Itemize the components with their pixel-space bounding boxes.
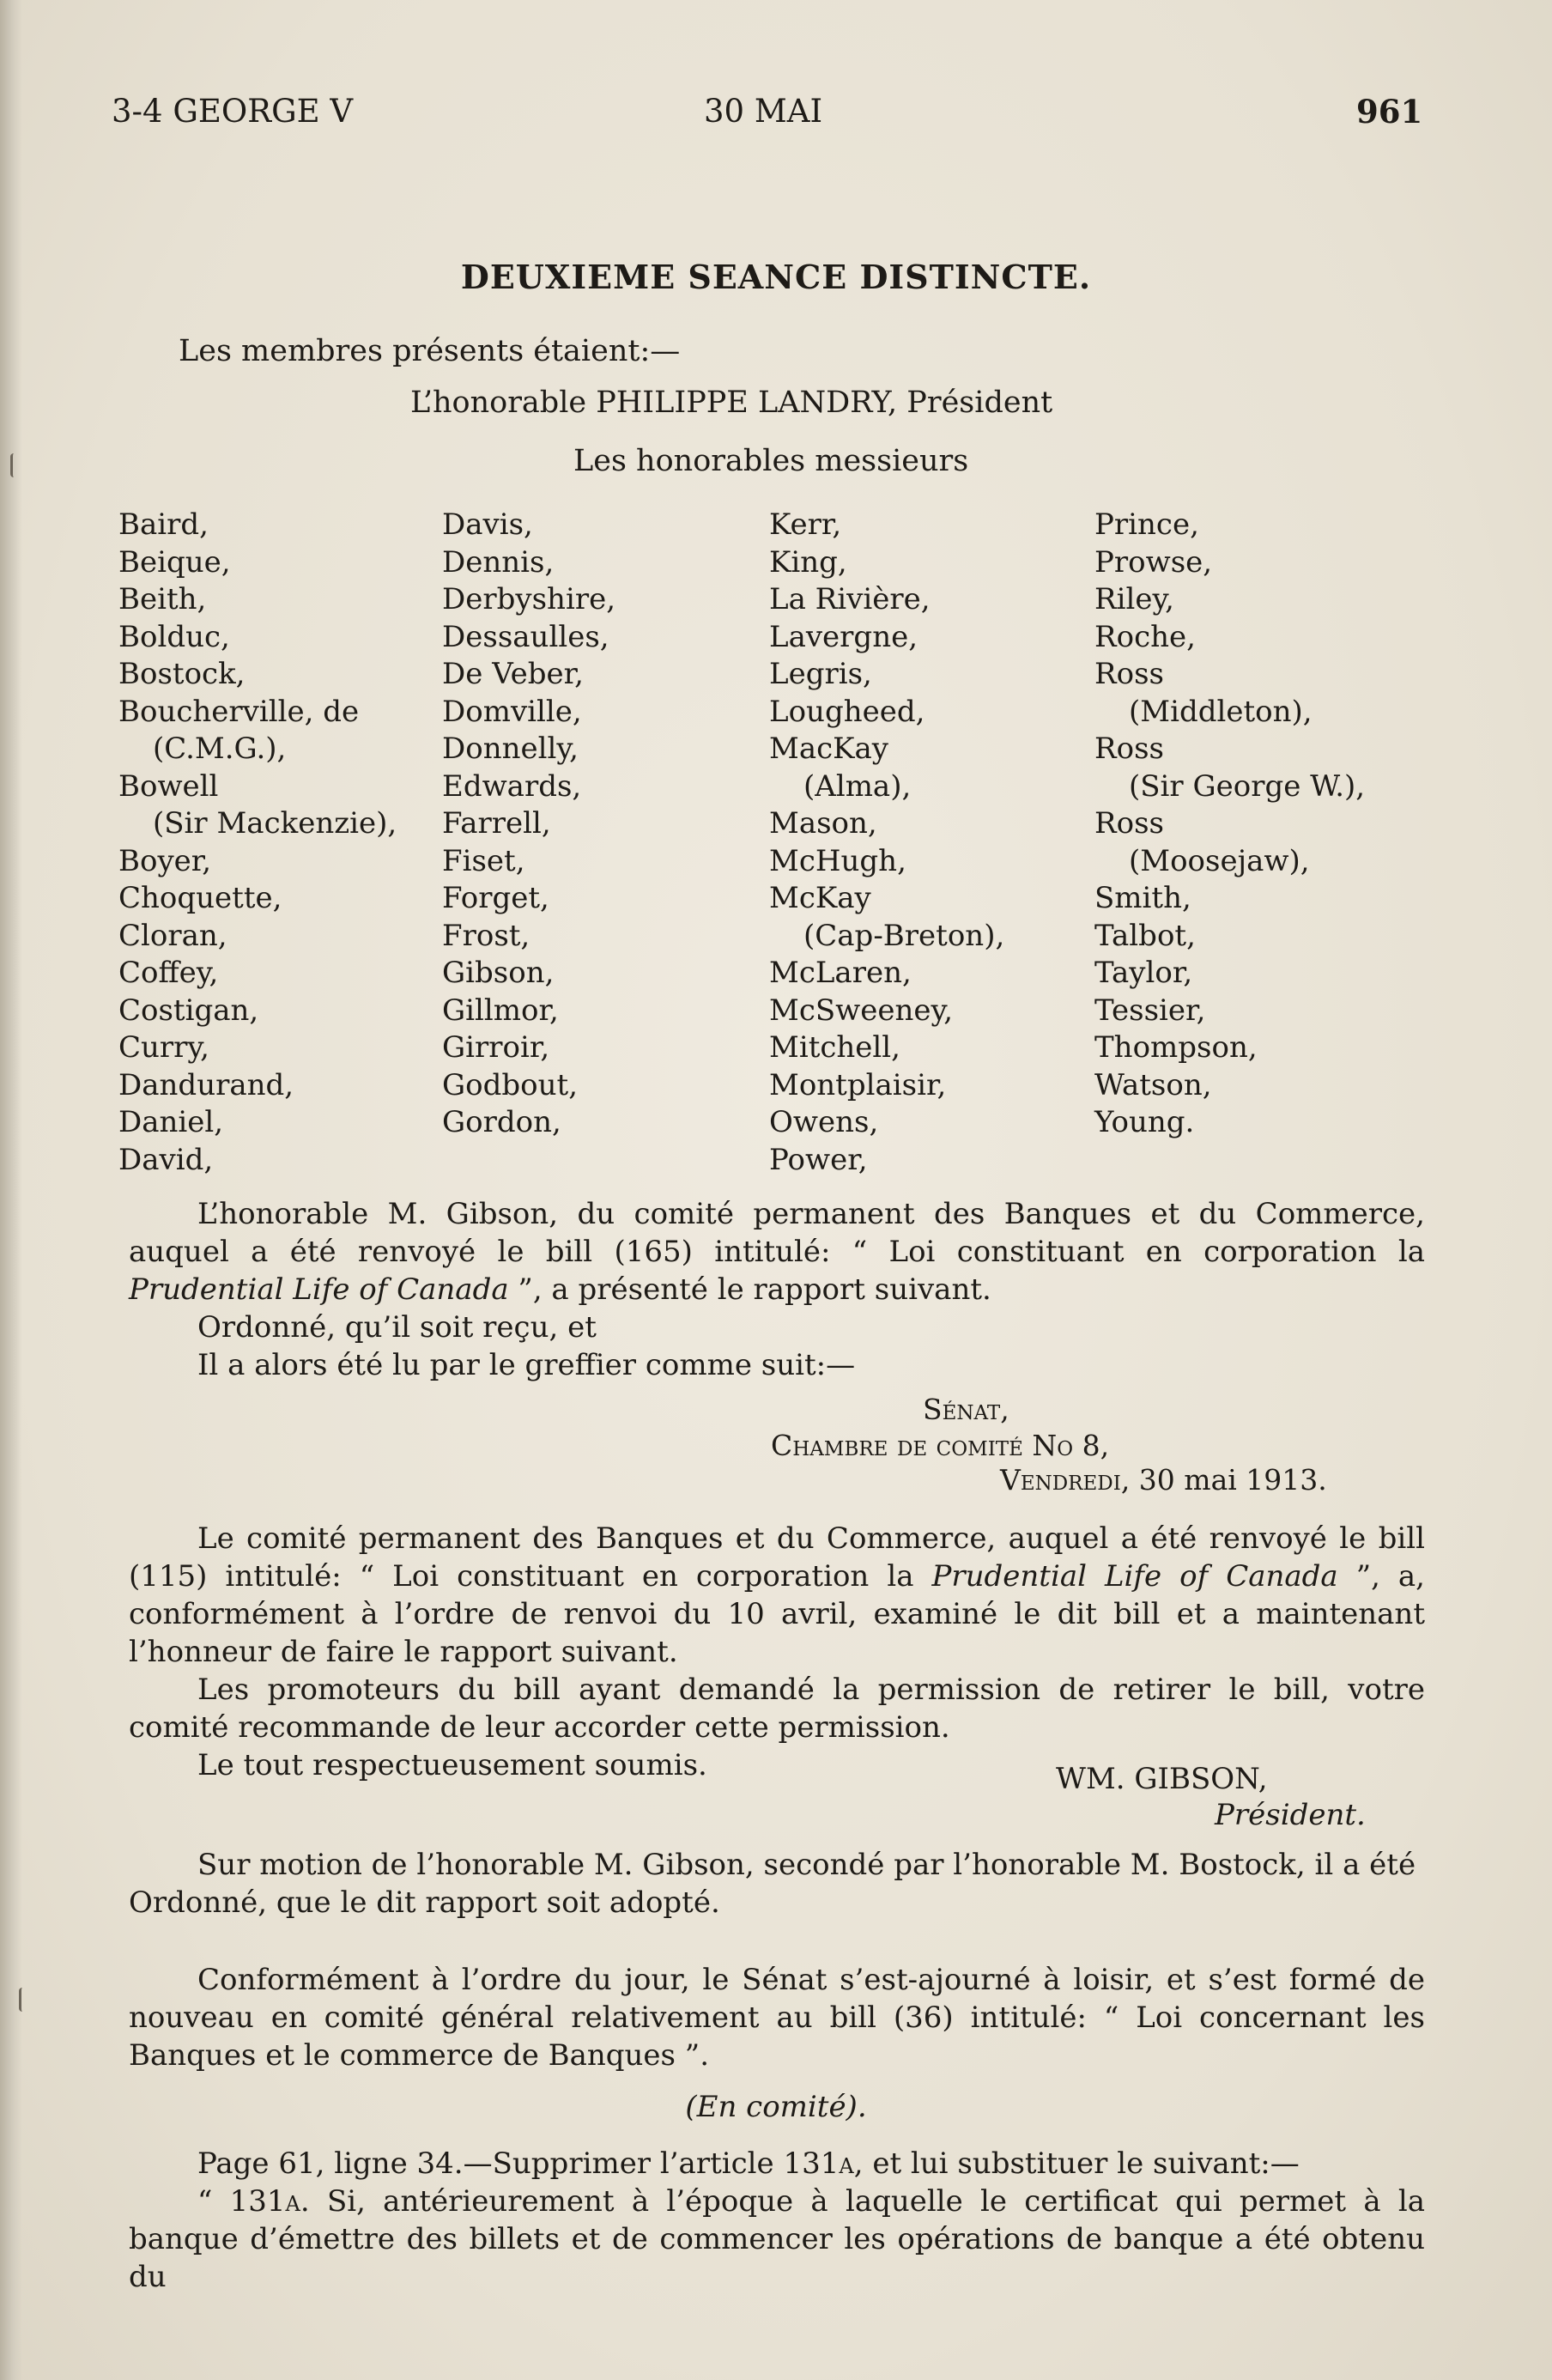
member-name: McLaren, — [769, 956, 912, 990]
member-name: Kerr, — [769, 507, 842, 542]
report-body-paragraph-2: Les promoteurs du bill ayant demandé la permission de retirer le bill, votre comité recommande de leur accorder cette permission. — [129, 1673, 1425, 1745]
member-name: Donnelly, — [442, 732, 579, 766]
report-body — [129, 1520, 1425, 1784]
page-binding-edge — [0, 0, 22, 2380]
member-name: McKay — [769, 881, 871, 915]
report-body-paragraph-3: Le tout respectueusement soumis. — [197, 1748, 707, 1782]
amendment-text: Page 61, ligne 34.—Supprimer l’article 131 — [197, 2146, 840, 2181]
margin-mark — [10, 453, 20, 477]
member-name: Coffey, — [118, 956, 219, 990]
member-name: McHugh, — [769, 843, 906, 878]
member-name: Dennis, — [442, 544, 555, 580]
margin-mark — [19, 1988, 28, 2012]
members-column-1 — [118, 507, 397, 1179]
member-name: McSweeney, — [769, 993, 954, 1028]
amendments — [129, 2145, 1425, 2296]
member-name: Bowell — [118, 768, 219, 804]
member-name: (C.M.G.), — [153, 732, 287, 766]
report-heading-date — [1000, 1463, 1327, 1497]
amendment-quote — [129, 2183, 1425, 2296]
member-name: Prince, — [1094, 507, 1199, 542]
member-name: MacKay — [769, 732, 889, 766]
member-name: Mitchell, — [769, 1030, 900, 1065]
member-name: Ross — [1094, 657, 1164, 691]
quote-text-end: . Si, antérieurement à l’époque à laquelle le certificat qui permet à la banque d’émettre des billets et de commencer les opérations de banque a été obtenu du — [129, 2184, 1425, 2294]
member-name: Ross — [1094, 732, 1164, 766]
report-date: 30 mai 1913. — [1130, 1463, 1327, 1497]
member-name: Baird, — [118, 507, 209, 542]
member-name: Choquette, — [118, 881, 282, 915]
section-title: DEUXIEME SEANCE DISTINCTE. — [460, 258, 1092, 296]
member-name: Ross — [1094, 806, 1164, 841]
member-name: Thompson, — [1094, 1030, 1258, 1065]
report-body-paragraph-1 — [129, 1520, 1425, 1671]
member-name: Bostock, — [118, 657, 246, 691]
member-name: Cloran, — [118, 918, 227, 953]
member-name: Lougheed, — [769, 694, 925, 729]
member-name: Godbout, — [442, 1067, 578, 1102]
header-date: 30 MAI — [704, 93, 823, 130]
members-column-3 — [769, 507, 1004, 1179]
member-name: Fiset, — [442, 843, 525, 878]
member-name: Forget, — [442, 881, 549, 915]
report-body-text: Le comité permanent des Banques et du Commerce, auquel a été renvoyé le bill (115) intitulé: “ Loi constituant en corporation la — [129, 1521, 1425, 1594]
report-body-text-end: ”, a, conformément à l’ordre de renvoi du 10 avril, examiné le dit bill et a maintenant l’honneur de faire le rapport suivant. — [129, 1559, 1425, 1669]
member-name: De Veber, — [442, 657, 584, 691]
signature-title: Président. — [1215, 1798, 1366, 1832]
member-name: Boyer, — [118, 843, 212, 878]
member-name: Talbot, — [1094, 918, 1196, 953]
member-name: Derbyshire, — [442, 582, 616, 616]
member-name: Gibson, — [442, 956, 555, 990]
member-name: Power, — [769, 1142, 868, 1177]
honorables-line: Les honorables messieurs — [573, 444, 969, 478]
member-name: Bolduc, — [118, 619, 230, 654]
members-column-4 — [1094, 507, 1365, 1142]
member-name: Gordon, — [442, 1105, 561, 1139]
member-name: Taylor, — [1094, 956, 1193, 990]
amendment-line — [129, 2145, 1425, 2183]
member-name: Roche, — [1094, 619, 1196, 654]
committee-paragraph — [129, 1961, 1425, 2074]
member-name: Smith, — [1094, 881, 1191, 915]
member-name: Frost, — [442, 918, 530, 953]
report-body-bill-name: Prudential Life of Canada — [931, 1559, 1338, 1594]
order-received: Ordonné, qu’il soit reçu, et — [197, 1310, 597, 1345]
member-name: (Alma), — [803, 768, 912, 804]
member-name: Riley, — [1094, 582, 1174, 616]
members-column-2 — [442, 507, 615, 1142]
member-name: Beique, — [118, 544, 231, 580]
report-intro — [129, 1195, 1425, 1384]
member-name: (Middleton), — [1129, 694, 1313, 729]
report-heading-room — [771, 1429, 1109, 1462]
committee-room-label: Chambre de comité No 8, — [771, 1429, 1110, 1462]
member-name: Legris, — [769, 657, 872, 691]
read-by-clerk: Il a alors été lu par le greffier comme suit:— — [197, 1348, 856, 1382]
member-name: (Cap-Breton), — [803, 918, 1005, 953]
committee-text: Conformément à l’ordre du jour, le Sénat s’est-ajourné à loisir, et s’est formé de nouveau en comité général relativement au bill (36) intitulé: “ Loi concernant les Banques et le commerce de Banques ”. — [129, 1963, 1425, 2073]
member-name: Farrell, — [442, 806, 551, 841]
member-name: Gillmor, — [442, 993, 559, 1028]
report-intro-text-end: ”, a présenté le rapport suivant. — [508, 1272, 991, 1307]
member-name: Prowse, — [1094, 544, 1213, 580]
member-name: Beith, — [118, 582, 207, 616]
report-intro-paragraph — [129, 1195, 1425, 1308]
signature-name: WM. GIBSON, — [1056, 1762, 1268, 1796]
member-name: Daniel, — [118, 1105, 224, 1139]
member-name: Owens, — [769, 1105, 879, 1139]
running-header — [0, 93, 1552, 144]
member-name: Watson, — [1094, 1067, 1212, 1102]
report-intro-bill-name: Prudential Life of Canada — [129, 1272, 509, 1307]
report-heading-senate — [923, 1393, 1009, 1426]
amendment-article-suffix: a — [839, 2146, 854, 2181]
member-name: Tessier, — [1094, 993, 1206, 1028]
member-name: Curry, — [118, 1030, 209, 1065]
member-name: David, — [118, 1142, 214, 1177]
member-name: Dandurand, — [118, 1067, 294, 1102]
president-line: L’honorable PHILIPPE LANDRY, Président — [410, 386, 1053, 420]
member-name: Costigan, — [118, 993, 259, 1028]
member-name: Dessaulles, — [442, 619, 609, 654]
in-committee-heading: (En comité). — [685, 2090, 867, 2124]
member-name: Lavergne, — [769, 619, 918, 654]
member-name: (Sir George W.), — [1129, 768, 1366, 804]
motion-paragraph — [129, 1846, 1425, 1922]
member-name: (Moosejaw), — [1129, 843, 1310, 878]
member-name: Boucherville, de — [118, 694, 360, 729]
member-name: La Rivière, — [769, 582, 931, 616]
member-name: Edwards, — [442, 768, 582, 804]
page-number: 961 — [1356, 93, 1423, 131]
motion-line: Sur motion de l’honorable M. Gibson, secondé par l’honorable M. Bostock, il a été — [197, 1848, 1416, 1882]
report-day: Vendredi, — [1000, 1463, 1131, 1497]
members-intro: Les membres présents étaient:— — [179, 334, 681, 368]
member-name: Mason, — [769, 806, 877, 841]
quote-text: “ 131 — [197, 2184, 286, 2219]
header-regnal-year: 3-4 GEORGE V — [112, 93, 354, 130]
quote-article-suffix: a — [285, 2184, 300, 2219]
report-intro-text: L’honorable M. Gibson, du comité permanent des Banques et du Commerce, auquel a été renvoyé le bill (165) intitulé: “ Loi constituant en corporation la — [129, 1197, 1425, 1269]
motion-order: Ordonné, que le dit rapport soit adopté. — [129, 1885, 720, 1920]
member-name: Girroir, — [442, 1030, 550, 1065]
member-name: Montplaisir, — [769, 1067, 947, 1102]
amendment-text-end: , et lui substituer le suivant:— — [853, 2146, 1300, 2181]
senate-label: Sénat, — [923, 1393, 1009, 1426]
member-name: Davis, — [442, 507, 533, 542]
member-name: Young. — [1094, 1105, 1195, 1139]
member-name: Domville, — [442, 694, 582, 729]
member-name: (Sir Mackenzie), — [153, 806, 397, 841]
member-name: King, — [769, 544, 847, 580]
